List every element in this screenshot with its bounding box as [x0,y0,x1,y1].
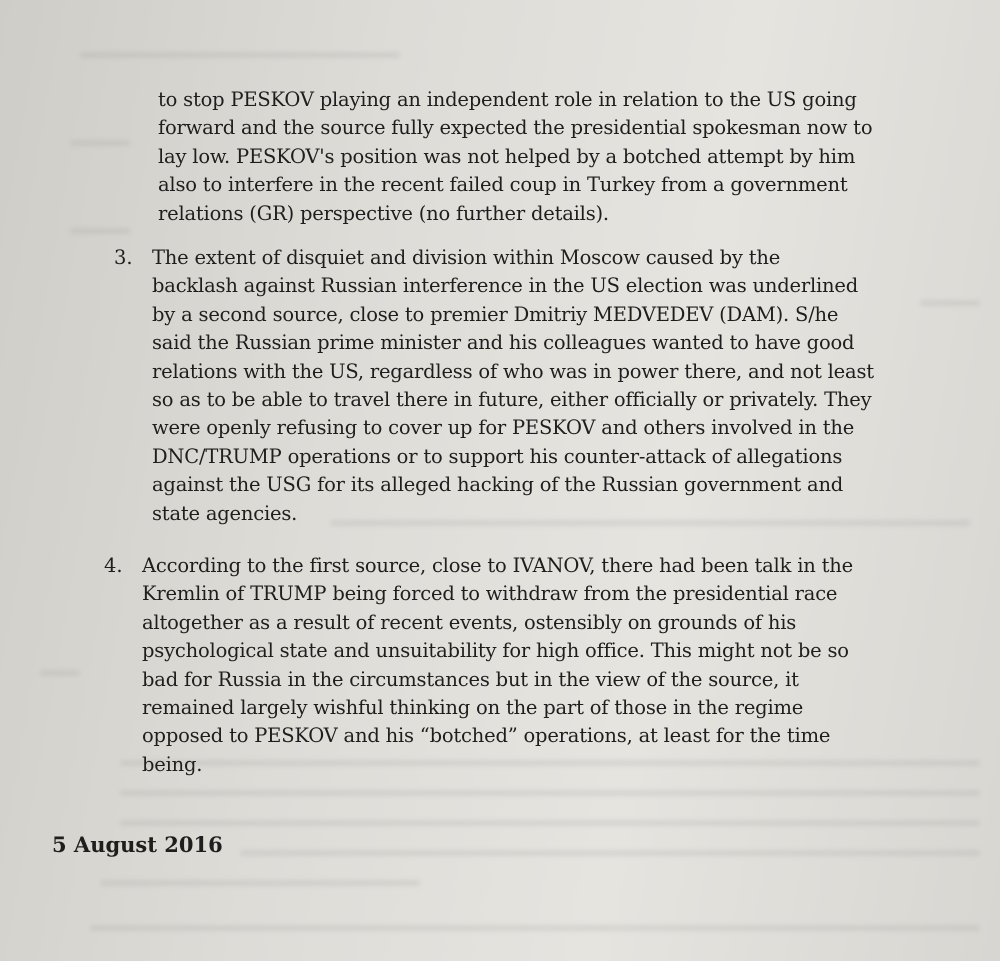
text-line: against the USG for its alleged hacking of the Russian government and [152,473,844,497]
bleed-through-text [120,790,980,796]
text-line: said the Russian prime minister and his colleagues wanted to have good [152,331,855,355]
text-line: backlash against Russian interference in the US election was underlined [152,274,859,298]
text-line: so as to be able to travel there in future, either officially or privately. They [152,388,872,412]
text-line: psychological state and unsuitability for high office. This might not be so [142,639,849,663]
paragraph-3 [152,244,874,528]
paragraph-4 [142,552,853,779]
text-line: altogether as a result of recent events, ostensibly on grounds of his [142,610,797,634]
bleed-through-text [70,228,130,234]
bleed-through-text [920,300,980,306]
bleed-through-text [40,670,80,676]
document-date: 5 August 2016 [52,832,223,857]
text-line: forward and the source fully expected the presidential spokesman now to [158,116,873,140]
text-line: bad for Russia in the circumstances but in the view of the source, it [142,667,799,691]
text-line: to stop PESKOV playing an independent role in relation to the US going [158,88,857,111]
text-line: being. [142,752,203,776]
text-line: remained largely wishful thinking on the part of those in the regime [142,696,804,720]
bleed-through-text [240,850,980,856]
text-line: According to the first source, close to IVANOV, there had been talk in the [142,554,853,577]
text-line: Kremlin of TRUMP being forced to withdraw from the presidential race [142,582,838,606]
text-line: opposed to PESKOV and his “botched” operations, at least for the time [142,724,831,748]
bleed-through-text [90,925,980,931]
text-line: DNC/TRUMP operations or to support his counter-attack of allegations [152,444,843,468]
text-line: were openly refusing to cover up for PESKOV and others involved in the [152,416,855,440]
bleed-through-text [120,820,980,826]
text-line: relations with the US, regardless of who was in power there, and not least [152,359,874,383]
paragraph-number: 4. [104,554,123,577]
text-line: The extent of disquiet and division within Moscow caused by the [152,246,781,269]
text-line: lay low. PESKOV's position was not helped by a botched attempt by him [158,144,856,168]
bleed-through-text [70,140,130,146]
text-line: state agencies. [152,501,298,525]
text-line: by a second source, close to premier Dmitriy MEDVEDEV (DAM). S/he [152,302,839,326]
bleed-through-text [100,880,420,886]
text-line: also to interfere in the recent failed coup in Turkey from a government [158,173,848,197]
paragraph-continuation [158,86,872,228]
paragraph-number: 3. [114,246,133,269]
text-line: relations (GR) perspective (no further details). [158,201,609,225]
bleed-through-text [80,52,400,58]
